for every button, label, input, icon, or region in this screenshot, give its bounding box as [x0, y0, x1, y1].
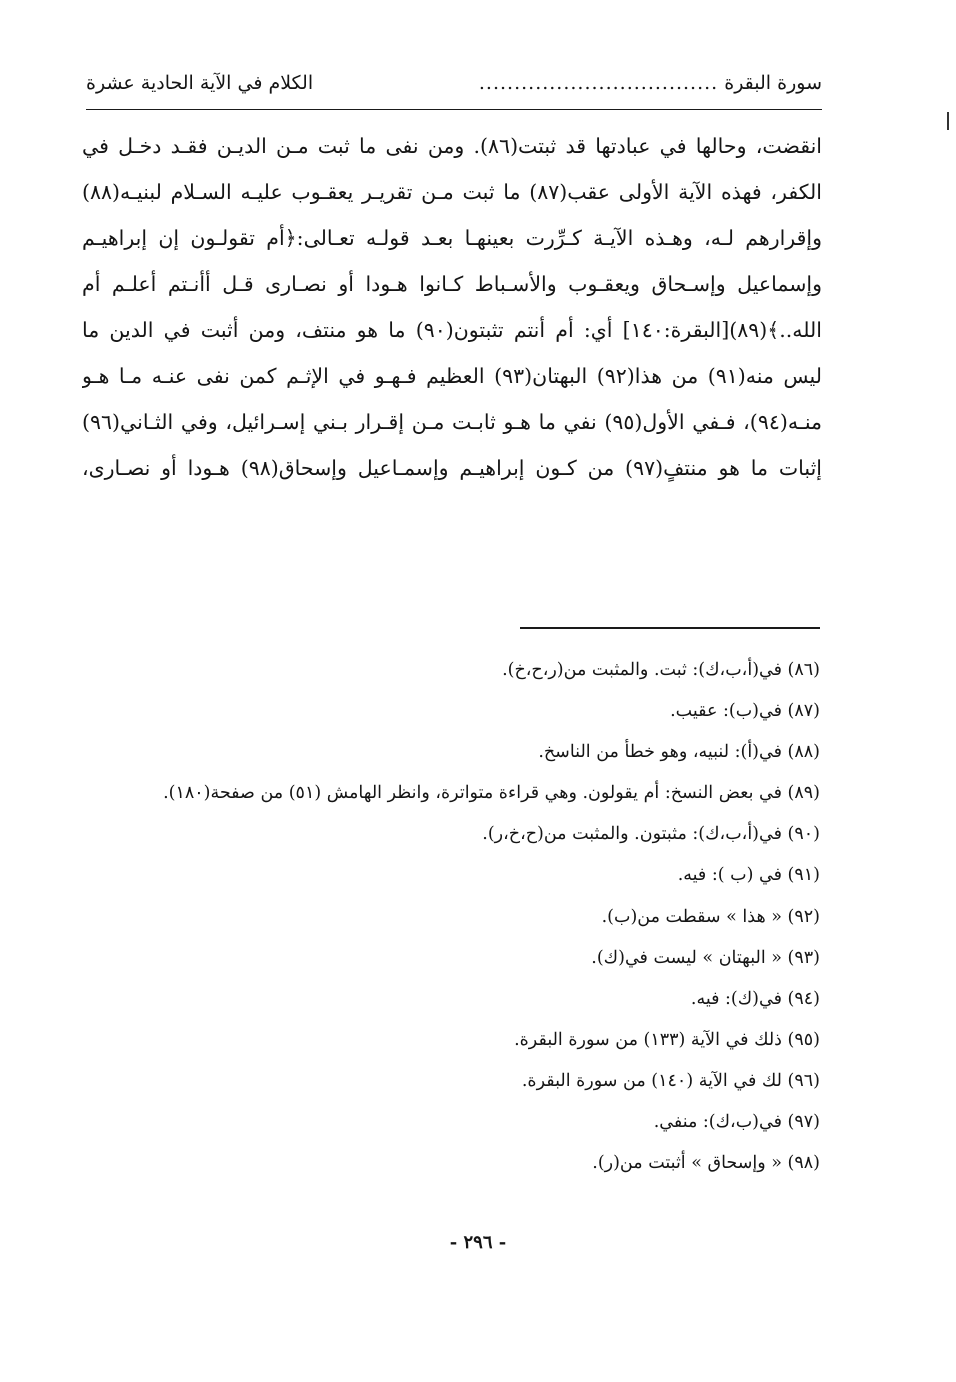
footnote-88: (٨٨) في(أ): لنبيه، وهو خطأ من الناسخ.	[538, 742, 820, 763]
header-dot-leader: ..................................	[478, 72, 719, 94]
header-surah-title: سورة البقرة	[724, 72, 822, 94]
footnote-93: (٩٣) « البهتان » ليست في(ك).	[591, 947, 820, 968]
text-line: وإقرارهم لـه، وهـذه الآيـة كـرِّرت بعينهـا بعـد قولـه تعـالى:﴿أم تقولـون إن إبراهيـم	[82, 226, 822, 250]
footnote-separator	[520, 627, 820, 629]
header-rule	[86, 109, 822, 110]
text-line: منـه(٩٤)، فـفي الأول(٩٥) نفي ما هـو ثابـت مـن إقـرار بـني إسـرائيل، وفي الثـاني(٩٦)	[82, 410, 822, 434]
main-text	[82, 123, 822, 491]
margin-mark	[947, 112, 949, 130]
footnote-95: (٩٥) ذلك في الآية (١٣٣) من سورة البقرة.	[514, 1029, 820, 1050]
text-line: انقضت، وحالها في عبادتها قد ثبتت(٨٦). ومن نفى ما ثبت مـن الديـن فقـد دخـل في	[82, 134, 822, 158]
text-line: الله..﴾(٨٩)[البقرة:١٤٠] أي: أم أنتم تثبتون(٩٠) ما هو منتف، ومن أثبت في الدين ما	[82, 318, 822, 342]
text-line: وإسماعيل وإسـحاق ويعقـوب والأسـباط كـانوا هـودا أو نصـارى قـل أأنـتم أعلـم أم	[82, 272, 822, 296]
page-number: - ٢٩٦ -	[449, 1232, 507, 1253]
running-header	[86, 72, 822, 104]
footnote-92: (٩٢) « هذا » سقطت من(ب).	[601, 906, 820, 927]
footnote-97: (٩٧) في(ب،ك): منفي.	[653, 1112, 820, 1133]
text-line: إثبات ما هو منتفٍ(٩٧) من كـون إبراهيـم وإسمـاعيل وإسحاق(٩٨) هـودا أو نصـارى،	[82, 456, 822, 480]
footnote-90: (٩٠) في(أ،ب،ك): مثبتون. والمثبت من(ح،خ،ر).	[482, 824, 820, 845]
footnote-98: (٩٨) « وإسحاق » أثبتت من(ر).	[592, 1153, 820, 1174]
header-topic-title: الكلام في الآية الحادية عشرة	[86, 72, 314, 94]
footnote-89: (٨٩) في بعض النسخ: أم يقولون. وهي قراءة متواترة، وانظر الهامش (٥١) من صفحة(١٨٠).	[163, 783, 820, 804]
footnote-91: (٩١) في (ب ): فيه.	[677, 865, 820, 886]
footnote-96: (٩٦) لك في الآية (١٤٠) من سورة البقرة.	[521, 1070, 820, 1091]
footnote-86: (٨٦) في(أ،ب،ك): ثبت. والمثبت من(ر،ح،خ).	[502, 660, 820, 680]
footnote-94: (٩٤) في(ك): فيه.	[690, 988, 820, 1009]
footnotes	[100, 650, 820, 1184]
text-line: الكفر، فهذه الآية الأولى عقب(٨٧) ما ثبت مـن تقريـر يعقـوب عليـه السـلام لبنيـه(٨٨)	[82, 180, 822, 204]
footnote-87: (٨٧) في(ب): عقيب.	[670, 701, 820, 722]
text-line: ليس منه(٩١) من هذا(٩٢) البهتان(٩٣) العظيم فـهـو في الإثـم كمن نفى عنـه مـا هـو	[82, 364, 822, 388]
